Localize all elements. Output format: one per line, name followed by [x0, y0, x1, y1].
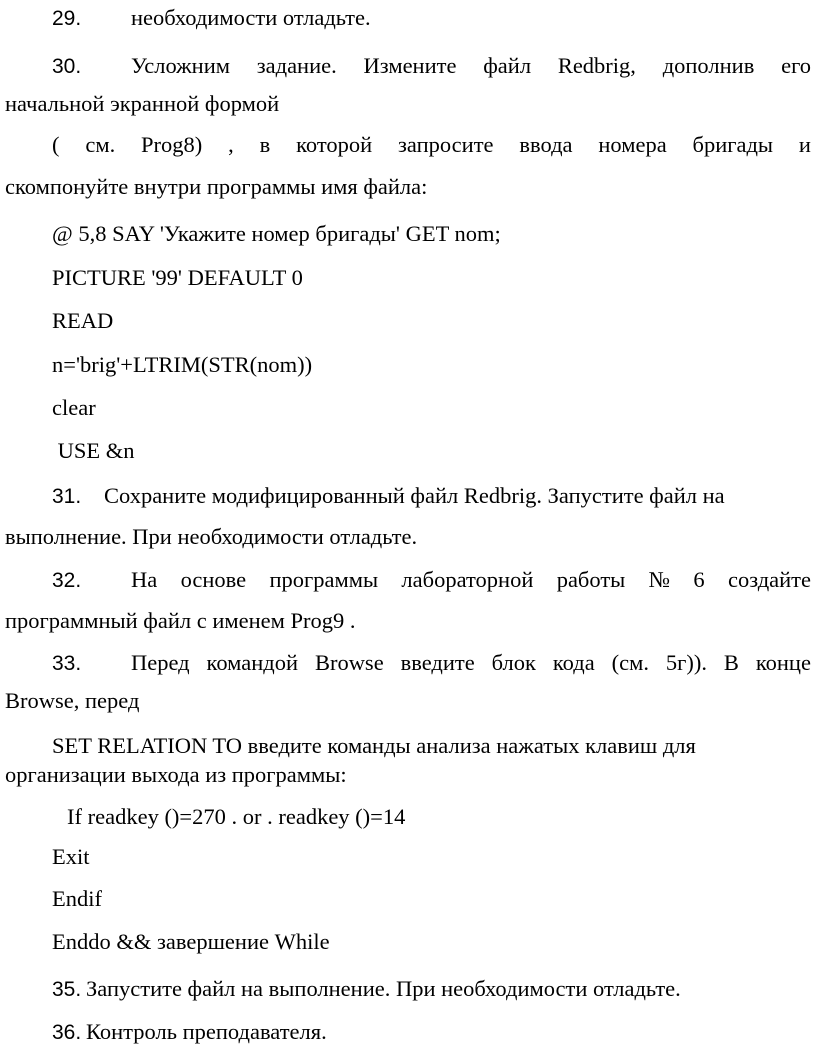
word: основе [180, 567, 247, 592]
word: дополнив [662, 53, 755, 78]
word: На [131, 567, 158, 592]
item-text-30b-continued: скомпонуйте внутри программы имя файла: [5, 174, 428, 199]
item-text-31-continued: выполнение. При необходимости отладьте. [5, 524, 418, 549]
word: 6 [693, 567, 705, 592]
item-text-35: Запустите файл на выполнение. При необходимости отладьте. [86, 976, 681, 1001]
word: и [798, 132, 811, 157]
word: запросите [398, 132, 494, 157]
word: введите [400, 650, 475, 675]
code-line: READ [52, 308, 114, 333]
word: номера [598, 132, 667, 157]
item-text-32 [131, 569, 811, 592]
word: файл [483, 53, 532, 78]
word: (см. [611, 650, 649, 675]
word: см. [85, 132, 116, 157]
item-text-30 [131, 55, 811, 78]
word: ( [52, 132, 60, 157]
item-text-30-continued: начальной экранной формой [5, 91, 280, 116]
code-line: Endif [52, 886, 102, 911]
word: В [723, 650, 739, 675]
word: командой [206, 650, 299, 675]
word: Усложним [131, 53, 230, 78]
item-text-33b-continued: организации выхода из программы: [5, 762, 347, 787]
item-number-33: 33. [52, 652, 82, 675]
word: его [781, 53, 811, 78]
item-text-33 [131, 652, 811, 675]
word: блок [491, 650, 536, 675]
word: программы [269, 567, 379, 592]
item-number-36: 36. [52, 1021, 82, 1044]
item-text-33b: SET RELATION TO введите команды анализа нажатых клавиш для [52, 733, 696, 758]
item-number-30: 30. [52, 55, 82, 78]
code-line: n='brig'+LTRIM(STR(nom)) [52, 352, 313, 377]
word: № [648, 567, 671, 592]
word: Измените [363, 53, 457, 78]
word: которой [296, 132, 373, 157]
word: работы [556, 567, 626, 592]
item-text-31: Сохраните модифицированный файл Redbrig. Запустите файл на [104, 483, 725, 508]
word: кода [552, 650, 595, 675]
word: лабораторной [401, 567, 534, 592]
code-line: clear [52, 395, 96, 420]
word: Redbrig, [557, 53, 636, 78]
code-line: @ 5,8 SAY 'Укажите номер бригады' GET nom; [52, 221, 501, 246]
item-text-33-continued: Browse, перед [5, 688, 140, 713]
word: Prog8) [141, 132, 203, 157]
word: задание. [256, 53, 337, 78]
item-number-29: 29. [52, 7, 82, 30]
word: Browse [314, 650, 384, 675]
item-text-29: необходимости отладьте. [131, 5, 371, 30]
code-line: PICTURE '99' DEFAULT 0 [52, 265, 303, 290]
word: 5г)). [665, 650, 707, 675]
item-number-35: 35. [52, 978, 82, 1001]
word: конце [755, 650, 811, 675]
code-line: Exit [52, 844, 90, 869]
item-text-36: Контроль преподавателя. [86, 1019, 327, 1044]
item-text-32-continued: программный файл с именем Prog9 . [5, 608, 356, 633]
word: , [228, 132, 234, 157]
word: создайте [727, 567, 811, 592]
item-number-32: 32. [52, 569, 82, 592]
code-line: Enddo && завершение While [52, 929, 330, 954]
word: в [259, 132, 271, 157]
word: ввода [519, 132, 573, 157]
item-text-30b [52, 134, 811, 157]
item-number-31: 31. [52, 485, 82, 508]
word: бригады [692, 132, 774, 157]
word: Перед [131, 650, 190, 675]
code-line: USE &n [52, 438, 135, 463]
code-line: If readkey ()=270 . or . readkey ()=14 [67, 804, 406, 829]
